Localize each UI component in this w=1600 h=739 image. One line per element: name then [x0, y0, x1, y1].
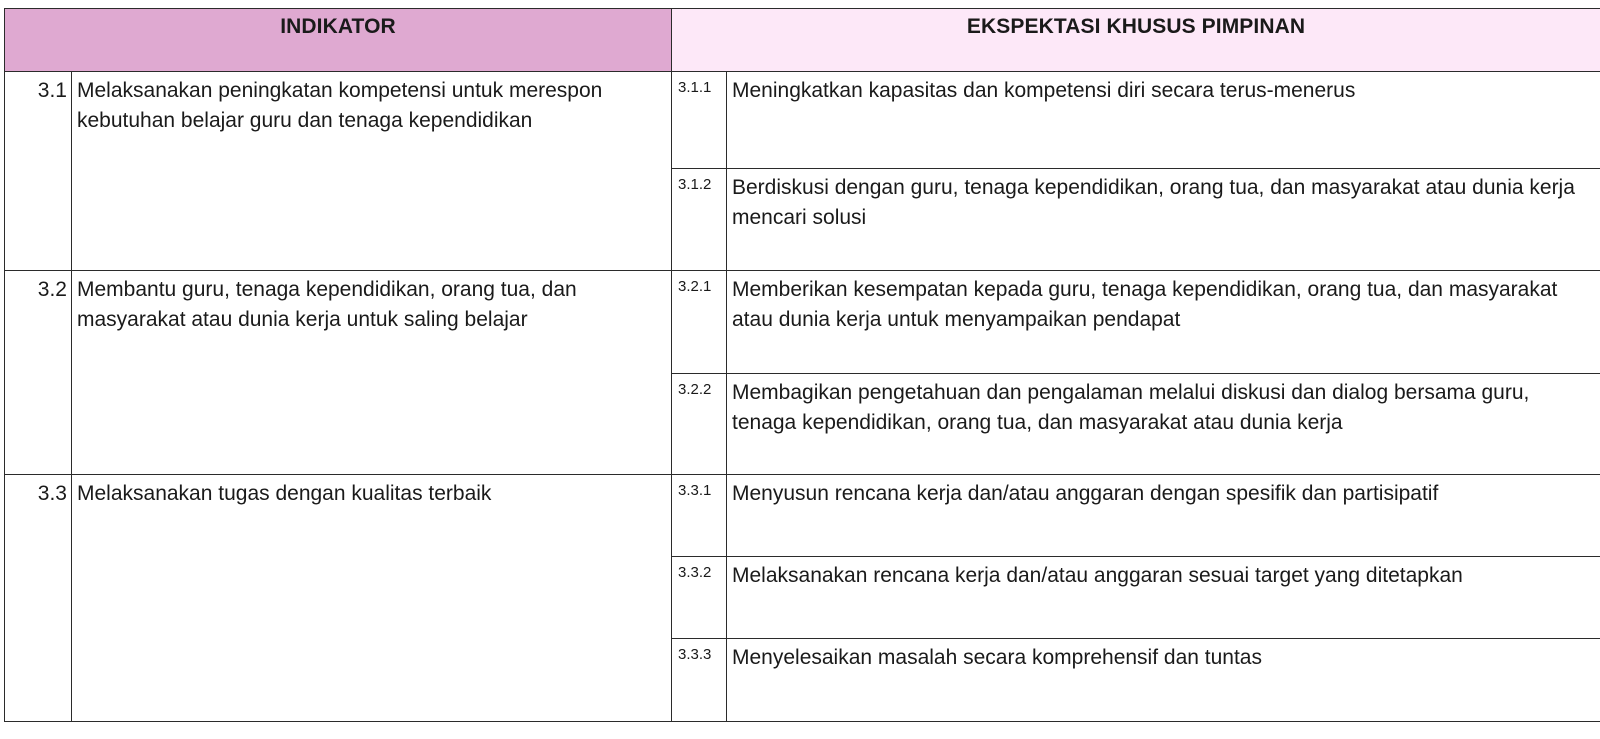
indicator-number: 3.2 — [5, 271, 72, 475]
indicator-number: 3.3 — [5, 475, 72, 722]
expectation-number: 3.3.1 — [672, 475, 727, 557]
expectation-text: Berdiskusi dengan guru, tenaga kependidikan, orang tua, dan masyarakat atau dunia kerja mencari solusi — [727, 169, 1600, 271]
expectation-number: 3.3.3 — [672, 639, 727, 722]
expectation-number: 3.2.1 — [672, 271, 727, 374]
expectation-number: 3.2.2 — [672, 374, 727, 475]
indicator-number: 3.1 — [5, 72, 72, 271]
expectation-text: Membagikan pengetahuan dan pengalaman melalui diskusi dan dialog bersama guru, tenaga kependidikan, orang tua, dan masyarakat atau dunia kerja — [727, 374, 1600, 475]
header-ekspektasi: EKSPEKTASI KHUSUS PIMPINAN — [672, 9, 1600, 72]
expectation-text: Menyelesaikan masalah secara komprehensif dan tuntas — [727, 639, 1600, 722]
indicator-table — [4, 8, 1600, 722]
indicator-text: Melaksanakan peningkatan kompetensi untuk merespon kebutuhan belajar guru dan tenaga kependidikan — [72, 72, 672, 271]
expectation-text: Memberikan kesempatan kepada guru, tenaga kependidikan, orang tua, dan masyarakat atau dunia kerja untuk menyampaikan pendapat — [727, 271, 1600, 374]
expectation-number: 3.3.2 — [672, 557, 727, 639]
expectation-number: 3.1.2 — [672, 169, 727, 271]
expectation-number: 3.1.1 — [672, 72, 727, 169]
expectation-text: Melaksanakan rencana kerja dan/atau anggaran sesuai target yang ditetapkan — [727, 557, 1600, 639]
header-indikator: INDIKATOR — [5, 9, 672, 72]
table-row — [5, 475, 1600, 557]
table-row — [5, 72, 1600, 169]
table-row — [5, 271, 1600, 374]
expectation-text: Meningkatkan kapasitas dan kompetensi diri secara terus-menerus — [727, 72, 1600, 169]
indicator-text: Melaksanakan tugas dengan kualitas terbaik — [72, 475, 672, 722]
header-row — [5, 9, 1600, 72]
indicator-text: Membantu guru, tenaga kependidikan, orang tua, dan masyarakat atau dunia kerja untuk saling belajar — [72, 271, 672, 475]
expectation-text: Menyusun rencana kerja dan/atau anggaran dengan spesifik dan partisipatif — [727, 475, 1600, 557]
